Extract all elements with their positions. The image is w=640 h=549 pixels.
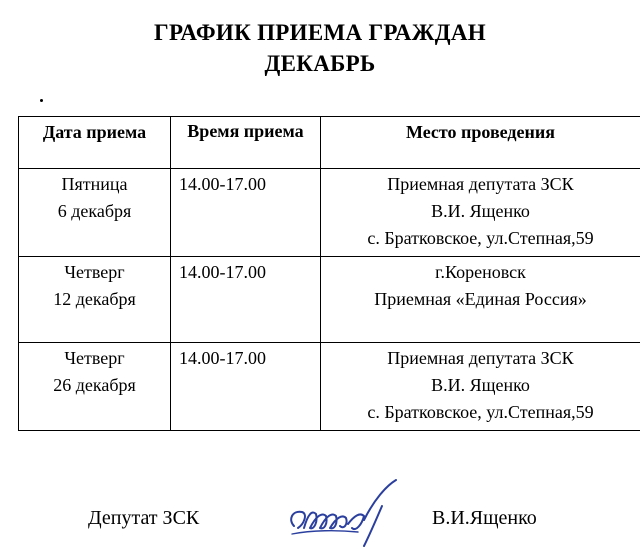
signature-underline	[292, 531, 358, 534]
place-cell	[321, 257, 640, 343]
place-line: В.И. Ященко	[431, 375, 530, 395]
weekday: Четверг	[64, 262, 125, 282]
date-cell	[19, 257, 171, 343]
date: 12 декабря	[53, 289, 136, 309]
table-row	[19, 343, 640, 431]
date: 26 декабря	[53, 375, 136, 395]
header-time: Время приема	[171, 117, 321, 169]
schedule-table	[18, 116, 640, 431]
place-line: г.Кореновск	[435, 262, 526, 282]
date-cell	[19, 343, 171, 431]
stray-dot	[40, 99, 43, 102]
place-line: Приемная депутата ЗСК	[387, 348, 574, 368]
weekday: Четверг	[64, 348, 125, 368]
place-line: Приемная депутата ЗСК	[387, 174, 574, 194]
table-header-row	[19, 117, 640, 169]
weekday: Пятница	[61, 174, 128, 194]
date-cell	[19, 169, 171, 257]
header-date: Дата приема	[19, 117, 171, 169]
time-cell: 14.00-17.00	[171, 343, 321, 431]
table-row	[19, 169, 640, 257]
date: 6 декабря	[57, 201, 132, 221]
place-line: с. Братковское, ул.Степная,59	[367, 228, 594, 248]
place-line: Приемная «Единая Россия»	[374, 289, 587, 309]
table-row	[19, 257, 640, 343]
time-cell: 14.00-17.00	[171, 257, 321, 343]
deputy-name: В.И.Ященко	[432, 507, 537, 529]
place-cell	[321, 343, 640, 431]
page-subtitle-month: ДЕКАБРЬ	[264, 51, 376, 76]
place-cell	[321, 169, 640, 257]
header-place: Место проведения	[321, 117, 640, 169]
deputy-title: Депутат ЗСК	[88, 507, 200, 529]
place-line: В.И. Ященко	[431, 201, 530, 221]
signature-icon	[282, 476, 412, 548]
place-line: с. Братковское, ул.Степная,59	[367, 402, 594, 422]
signature-stroke	[291, 480, 396, 546]
time-cell: 14.00-17.00	[171, 169, 321, 257]
page-title: ГРАФИК ПРИЕМА ГРАЖДАН	[154, 20, 486, 45]
